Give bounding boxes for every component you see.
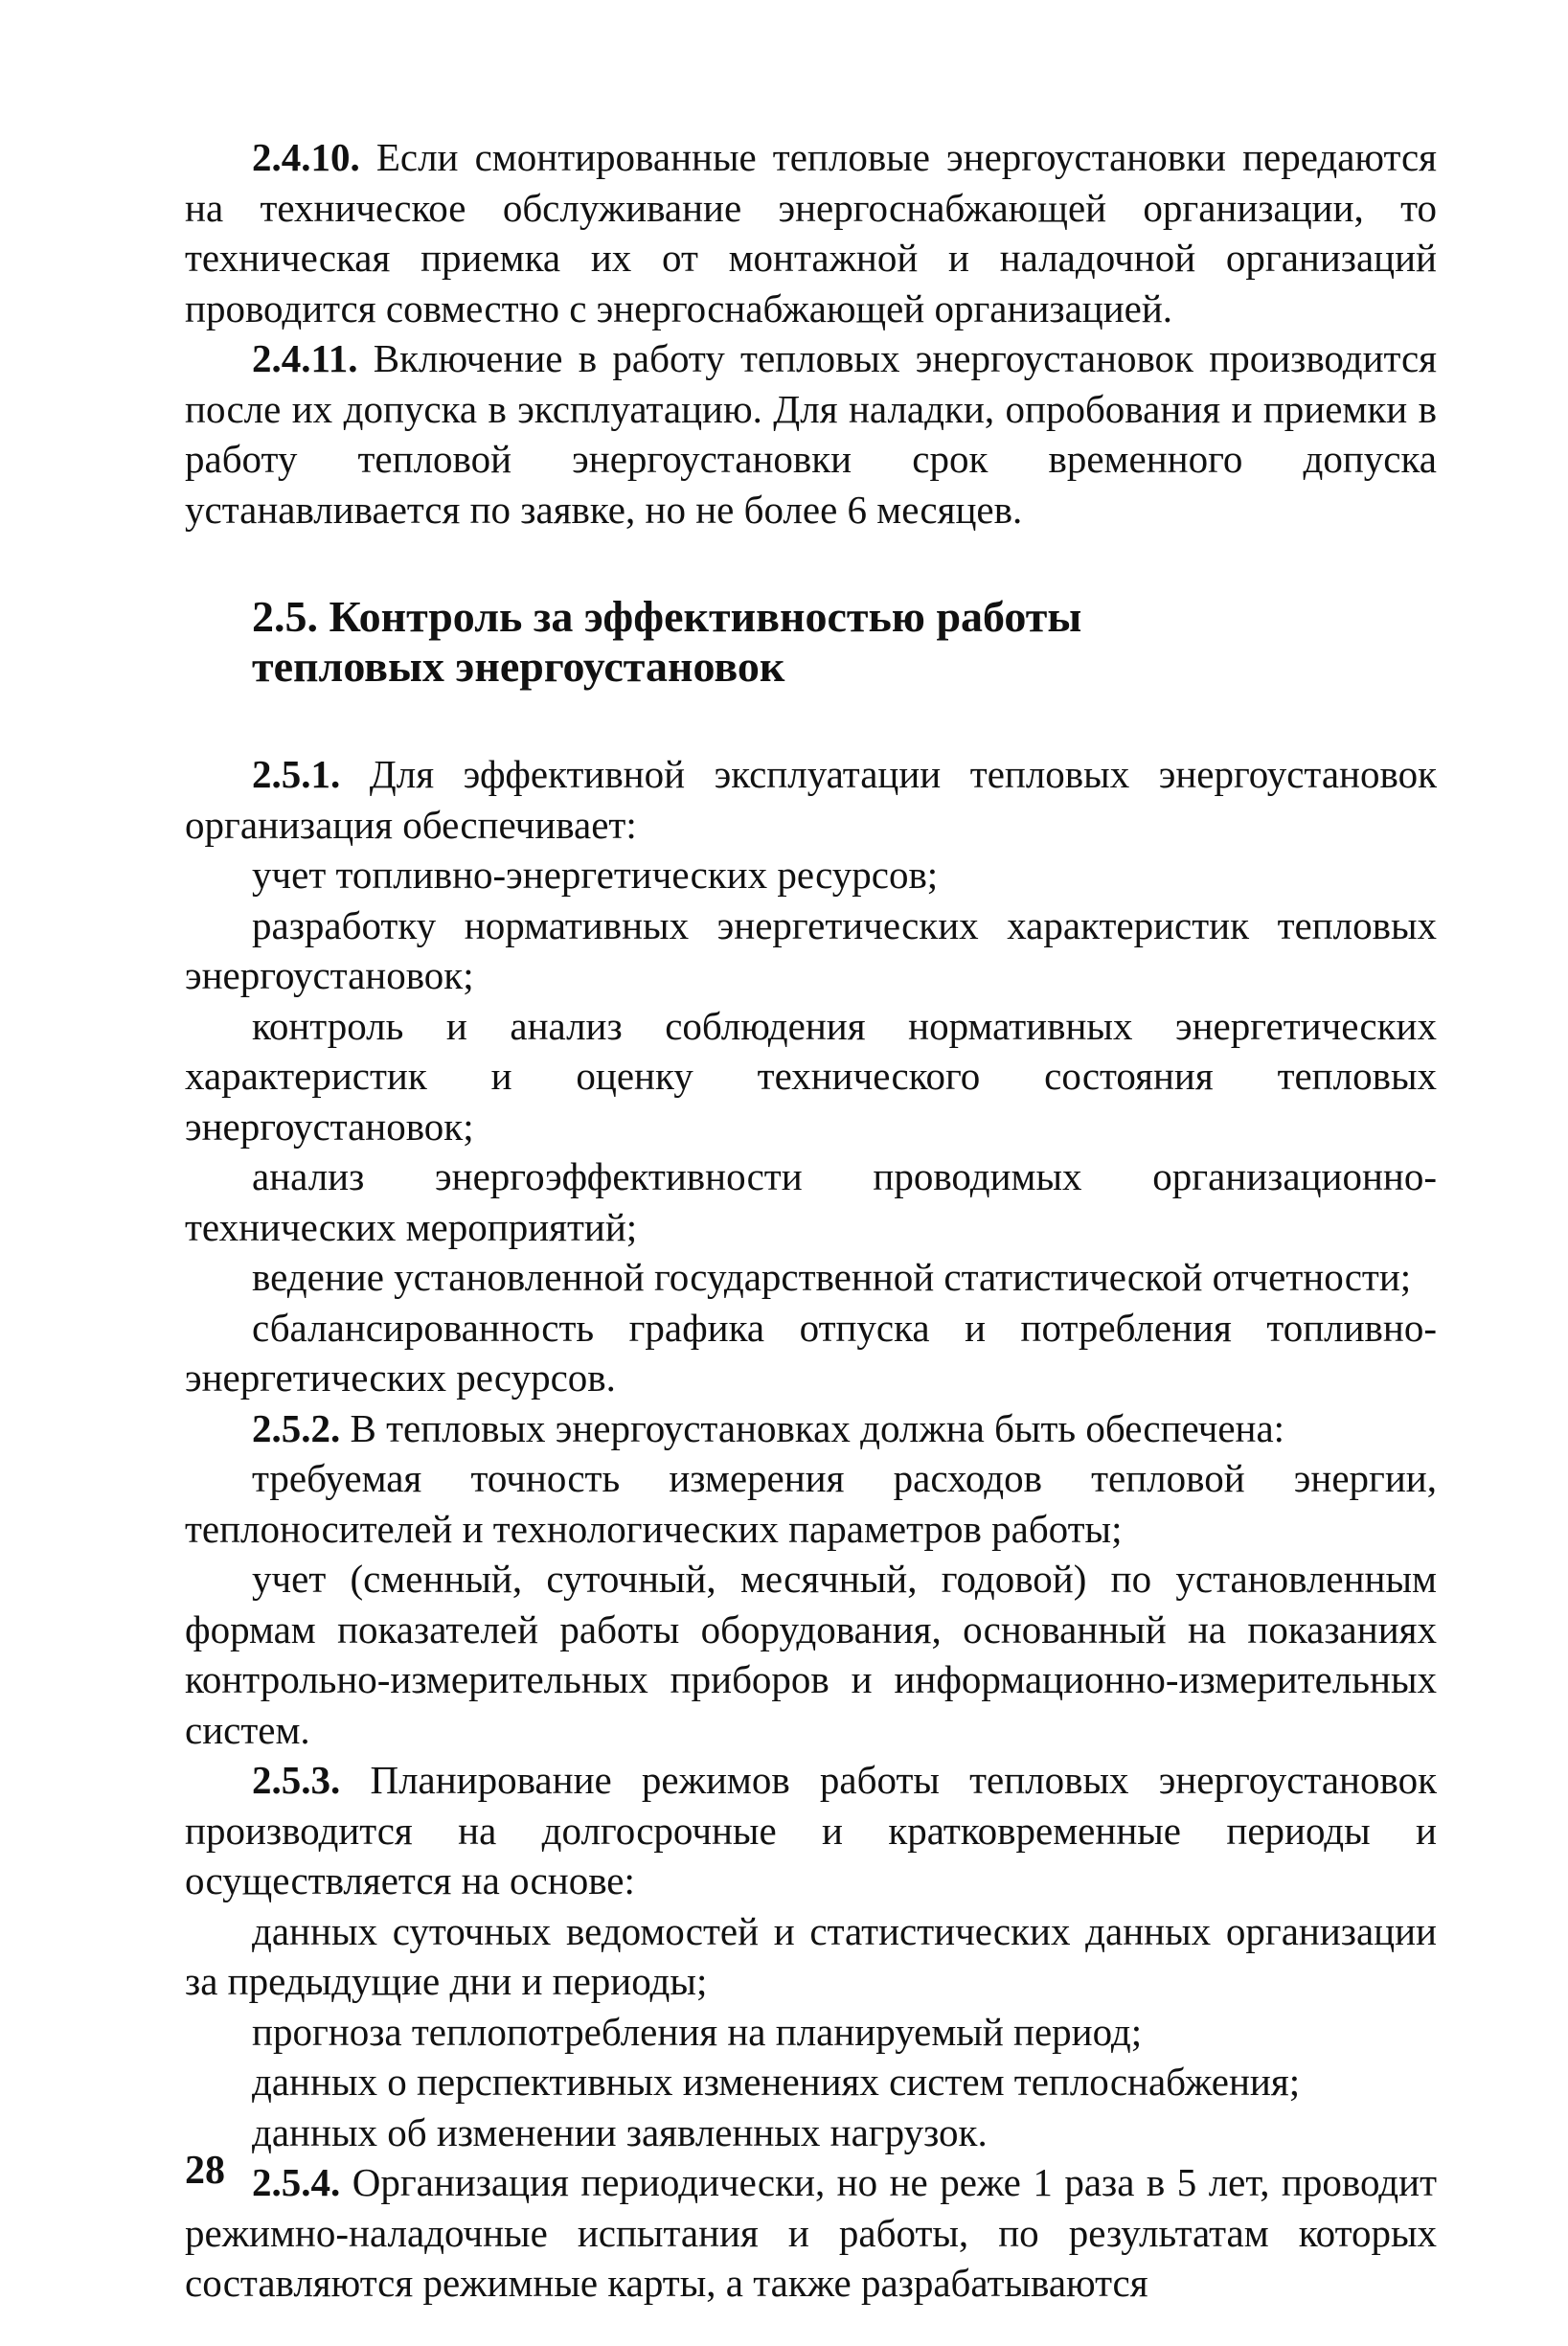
page-number: 28 [185, 2149, 225, 2193]
paragraph-2-4-10 [185, 132, 1437, 333]
clause-number: 2.5.4. [252, 2160, 341, 2204]
section-heading-line-2: тепловых энергоустановок [252, 642, 785, 691]
paragraph-2-5-4 [185, 2157, 1437, 2309]
paragraph-text: В тепловых энергоустановках должна быть обеспечена: [340, 1405, 1285, 1450]
clause-number: 2.4.10. [252, 135, 360, 179]
list-item: учет (сменный, суточный, месячный, годовой) по установленным формам показателей работы оборудования, основанный на показаниях контрольно-измерительных приборов и информационно-измерительных систем. [185, 1557, 1437, 1752]
clause-number: 2.5.3. [252, 1758, 341, 1802]
section-heading-line-1: 2.5. Контроль за эффективностью работы [252, 592, 1082, 641]
list-item: ведение установленной государственной статистической отчетности; [252, 1255, 1412, 1299]
list-item: сбалансированность графика отпуска и потребления топливно-энергетических ресурсов. [185, 1305, 1437, 1400]
section-heading [185, 592, 1437, 692]
paragraph-2-5-2 [185, 1403, 1437, 1454]
list-item: данных суточных ведомостей и статистических данных организации за предыдущие дни и периоды; [185, 1908, 1437, 2003]
paragraph-2-4-11 [185, 333, 1437, 535]
list-item: требуемая точность измерения расходов тепловой энергии, теплоносителей и технологических параметров работы; [185, 1456, 1437, 1551]
paragraph-text: Организация периодически, но не реже 1 раза в 5 лет, проводит режимно-наладочные испытания и работы, по результатам которых составляются режимные карты, а также разрабатываются [185, 2160, 1437, 2305]
list-item: контроль и анализ соблюдения нормативных энергетических характеристик и оценку технического состояния тепловых энергоустановок; [185, 1003, 1437, 1149]
clause-number: 2.5.2. [252, 1405, 341, 1450]
list-item: учет топливно-энергетических ресурсов; [252, 853, 939, 897]
document-page [185, 132, 1437, 2309]
paragraph-text: Включение в работу тепловых энергоустановок производится после их допуска в эксплуатацию. Для наладки, опробования и приемки в работу тепловой энергоустановки срок временного допуска устанавливается по заявке, но не более 6 месяцев. [185, 336, 1437, 532]
list-item: анализ энергоэффективности проводимых организационно-технических мероприятий; [185, 1154, 1437, 1249]
list-item: разработку нормативных энергетических характеристик тепловых энергоустановок; [185, 902, 1437, 997]
paragraph-2-5-1 [185, 749, 1437, 850]
paragraph-text: Для эффективной эксплуатации тепловых энергоустановок организация обеспечивает: [185, 752, 1437, 847]
paragraph-2-5-3 [185, 1755, 1437, 1906]
paragraph-text: Если смонтированные тепловые энергоустановки передаются на техническое обслуживание энергоснабжающей организации, то техническая приемка их от монтажной и наладочной организаций проводится совместно с энергоснабжающей организацией. [185, 135, 1437, 330]
list-item: данных о перспективных изменениях систем теплоснабжения; [252, 2060, 1301, 2104]
list-item: прогноза теплопотребления на планируемый период; [252, 2009, 1143, 2054]
list-item: данных об изменении заявленных нагрузок. [252, 2109, 988, 2154]
clause-number: 2.4.11. [252, 336, 358, 380]
clause-number: 2.5.1. [252, 752, 341, 796]
paragraph-text: Планирование режимов работы тепловых энергоустановок производится на долгосрочные и кратковременные периоды и осуществляется на основе: [185, 1758, 1437, 1902]
